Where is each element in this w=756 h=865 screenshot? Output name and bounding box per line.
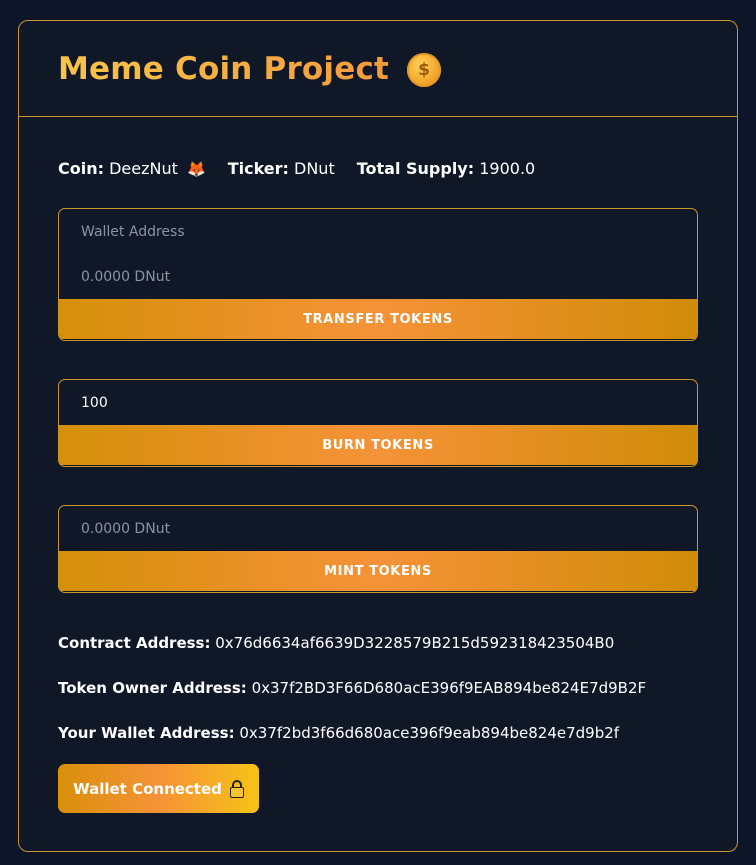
supply-label: Total Supply: bbox=[356, 159, 475, 178]
mint-form bbox=[58, 505, 698, 593]
fox-icon: 🦊 bbox=[187, 160, 206, 178]
coin-value: DeezNut bbox=[109, 159, 178, 178]
page-title: Meme Coin Project bbox=[58, 50, 390, 87]
wallet-connected-label: Wallet Connected bbox=[73, 779, 222, 798]
burn-tokens-button[interactable]: BURN TOKENS bbox=[59, 425, 697, 465]
mint-amount-placeholder: 0.0000 DNut bbox=[81, 520, 171, 537]
ticker-value: DNut bbox=[294, 159, 335, 178]
main-card bbox=[18, 20, 738, 852]
header bbox=[19, 21, 737, 117]
wallet-address-placeholder: Wallet Address bbox=[81, 223, 185, 240]
mint-tokens-button[interactable]: MINT TOKENS bbox=[59, 551, 697, 591]
wallet-address-input[interactable] bbox=[59, 209, 697, 254]
contract-address-label: Contract Address: bbox=[58, 634, 211, 652]
ticker-info bbox=[228, 159, 335, 178]
mint-amount-input[interactable] bbox=[59, 506, 697, 551]
owner-address bbox=[58, 679, 646, 697]
owner-address-label: Token Owner Address: bbox=[58, 679, 247, 697]
supply-value: 1900.0 bbox=[479, 159, 536, 178]
wallet-address bbox=[58, 724, 619, 742]
wallet-address-value: 0x37f2bd3f66d680ace396f9eab894be824e7d9b2f bbox=[239, 724, 620, 742]
owner-address-value: 0x37f2BD3F66D680acE396f9EAB894be824E7d9B2F bbox=[251, 679, 647, 697]
burn-amount-input[interactable] bbox=[59, 380, 697, 425]
transfer-tokens-button[interactable]: TRANSFER TOKENS bbox=[59, 299, 697, 339]
wallet-connected-button[interactable] bbox=[58, 764, 259, 813]
lock-icon bbox=[230, 780, 244, 798]
wallet-address-label: Your Wallet Address: bbox=[58, 724, 235, 742]
coin-icon: $ bbox=[407, 53, 441, 87]
transfer-amount-input[interactable] bbox=[59, 254, 697, 299]
transfer-form bbox=[58, 208, 698, 341]
ticker-label: Ticker: bbox=[227, 159, 289, 178]
transfer-amount-placeholder: 0.0000 DNut bbox=[81, 268, 171, 285]
coin-info bbox=[58, 159, 206, 178]
burn-form bbox=[58, 379, 698, 467]
token-info bbox=[58, 159, 557, 178]
coin-label: Coin: bbox=[58, 159, 105, 178]
contract-address-value: 0x76d6634af6639D3228579B215d592318423504B0 bbox=[215, 634, 615, 652]
supply-info bbox=[357, 159, 536, 178]
contract-address bbox=[58, 634, 614, 652]
burn-amount-value: 100 bbox=[81, 394, 108, 411]
